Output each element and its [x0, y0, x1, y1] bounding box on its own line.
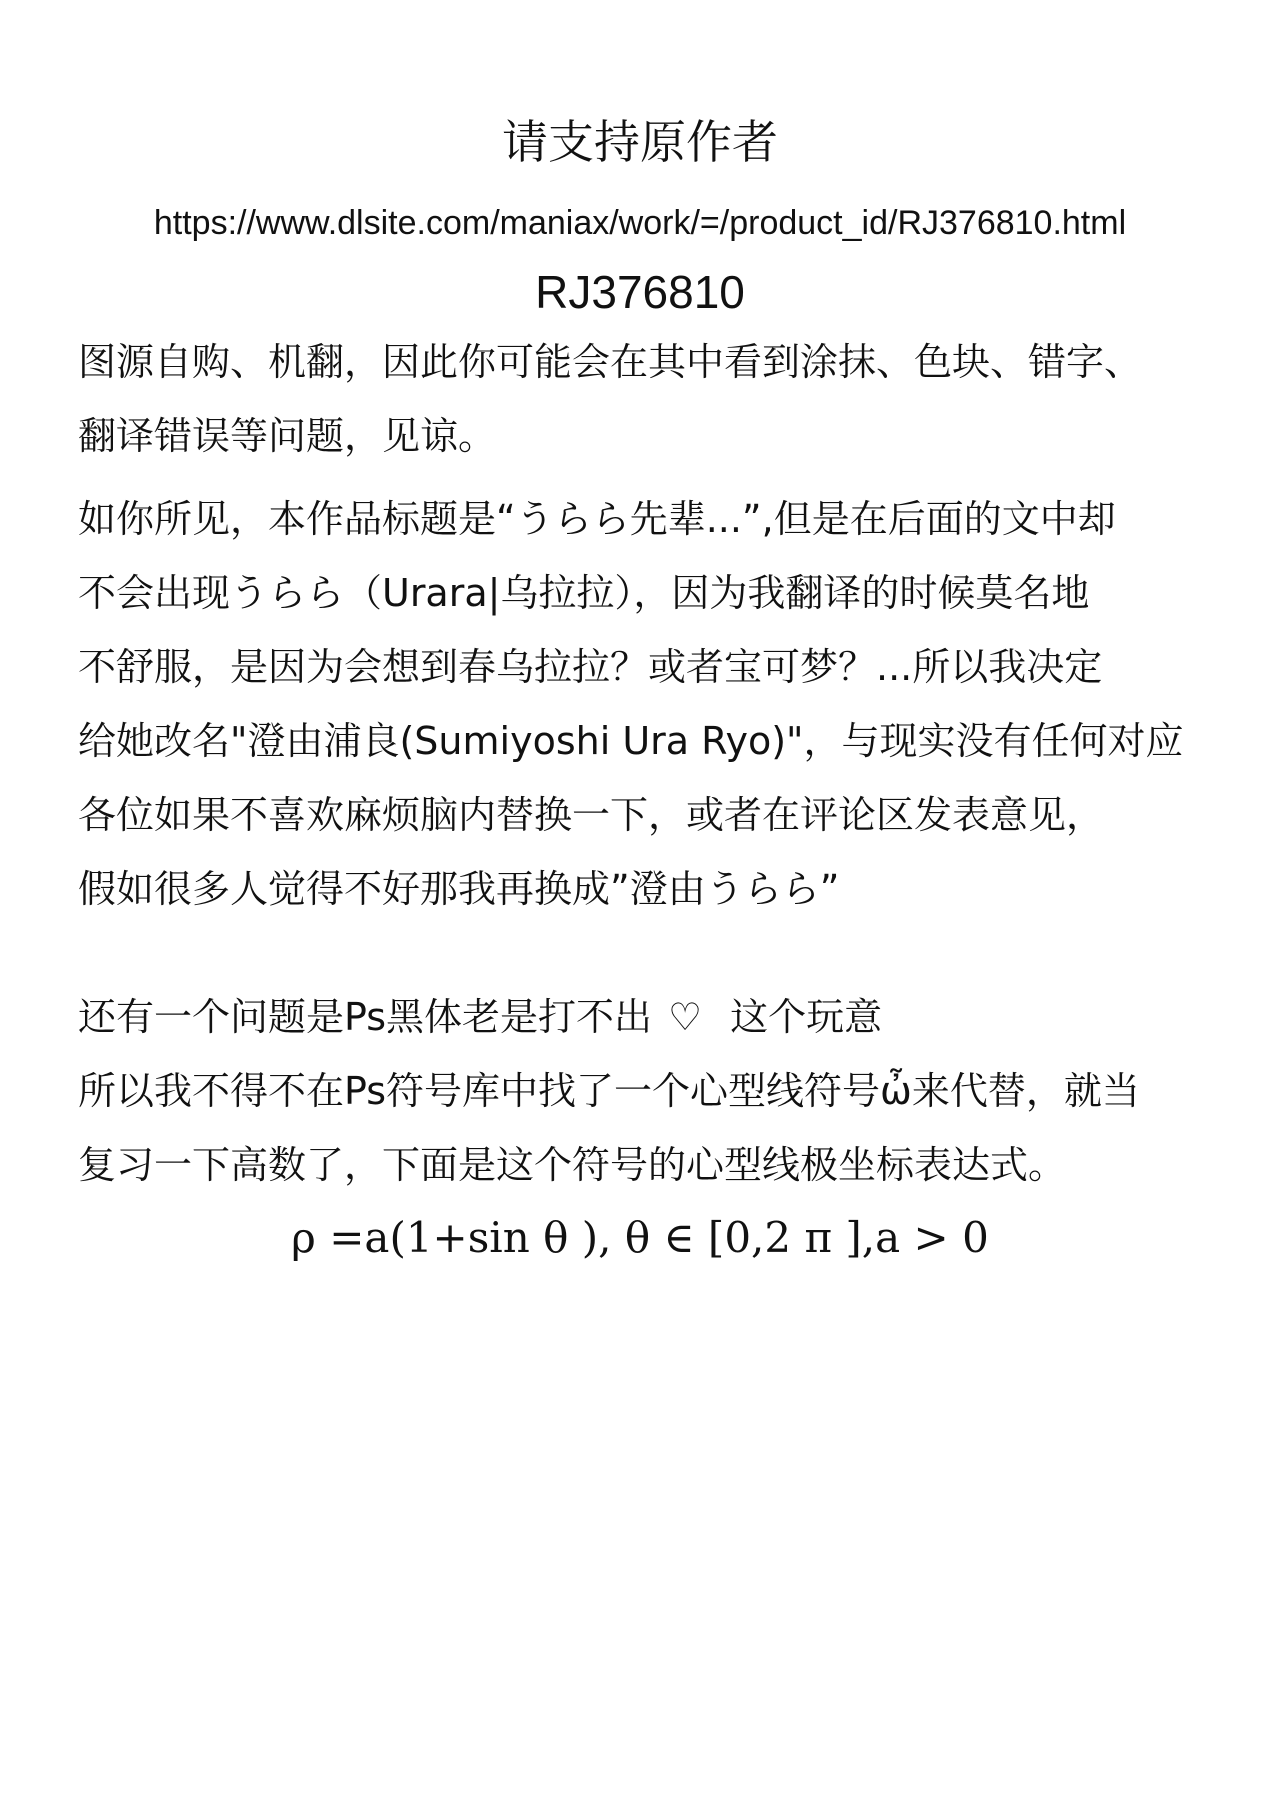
product-code: RJ376810 — [535, 266, 745, 318]
name-note-paragraph — [78, 482, 1268, 926]
heart-icon: ♡ — [668, 995, 703, 1039]
symbol-note-line: 复习一下高数了，下面是这个符号的心型线极坐标表达式。 — [78, 1143, 1067, 1187]
cardioid-formula: ρ =a(1+sin θ ), θ ∈ [0,2 π ],a > 0 — [291, 1213, 989, 1262]
symbol-note-text-after: 这个玩意 — [730, 995, 883, 1039]
name-note-line: 假如很多人觉得不好那我再换成”澄由うらら” — [78, 867, 840, 911]
intro-paragraph — [78, 325, 1268, 473]
name-note-line: 不舒服，是因为会想到春乌拉拉？或者宝可梦？...所以我决定 — [78, 645, 1103, 689]
symbol-note-line — [78, 980, 1268, 1054]
name-note-line: 给她改名"澄由浦良(Sumiyoshi Ura Ryo)"，与现实没有任何对应 — [78, 719, 1184, 763]
page-title: 请支持原作者 — [502, 115, 778, 169]
symbol-note-paragraph — [78, 980, 1268, 1202]
symbol-note-text-before: 还有一个问题是Ps黑体老是打不出 — [78, 995, 653, 1039]
name-note-line: 各位如果不喜欢麻烦脑内替换一下，或者在评论区发表意见， — [78, 793, 1105, 837]
name-note-line: 不会出现うらら（Urara|乌拉拉），因为我翻译的时候莫名地 — [78, 571, 1090, 615]
name-note-line: 如你所见，本作品标题是“うらら先辈...”,但是在后面的文中却 — [78, 497, 1116, 541]
intro-line: 图源自购、机翻，因此你可能会在其中看到涂抹、色块、错字、 — [78, 340, 1143, 384]
intro-line: 翻译错误等问题，见谅。 — [78, 414, 497, 458]
source-url: https://www.dlsite.com/maniax/work/=/product_id/RJ376810.html — [153, 204, 1127, 242]
symbol-note-line: 所以我不得不在Ps符号库中找了一个心型线符号ὦ来代替，就当 — [78, 1069, 1140, 1113]
